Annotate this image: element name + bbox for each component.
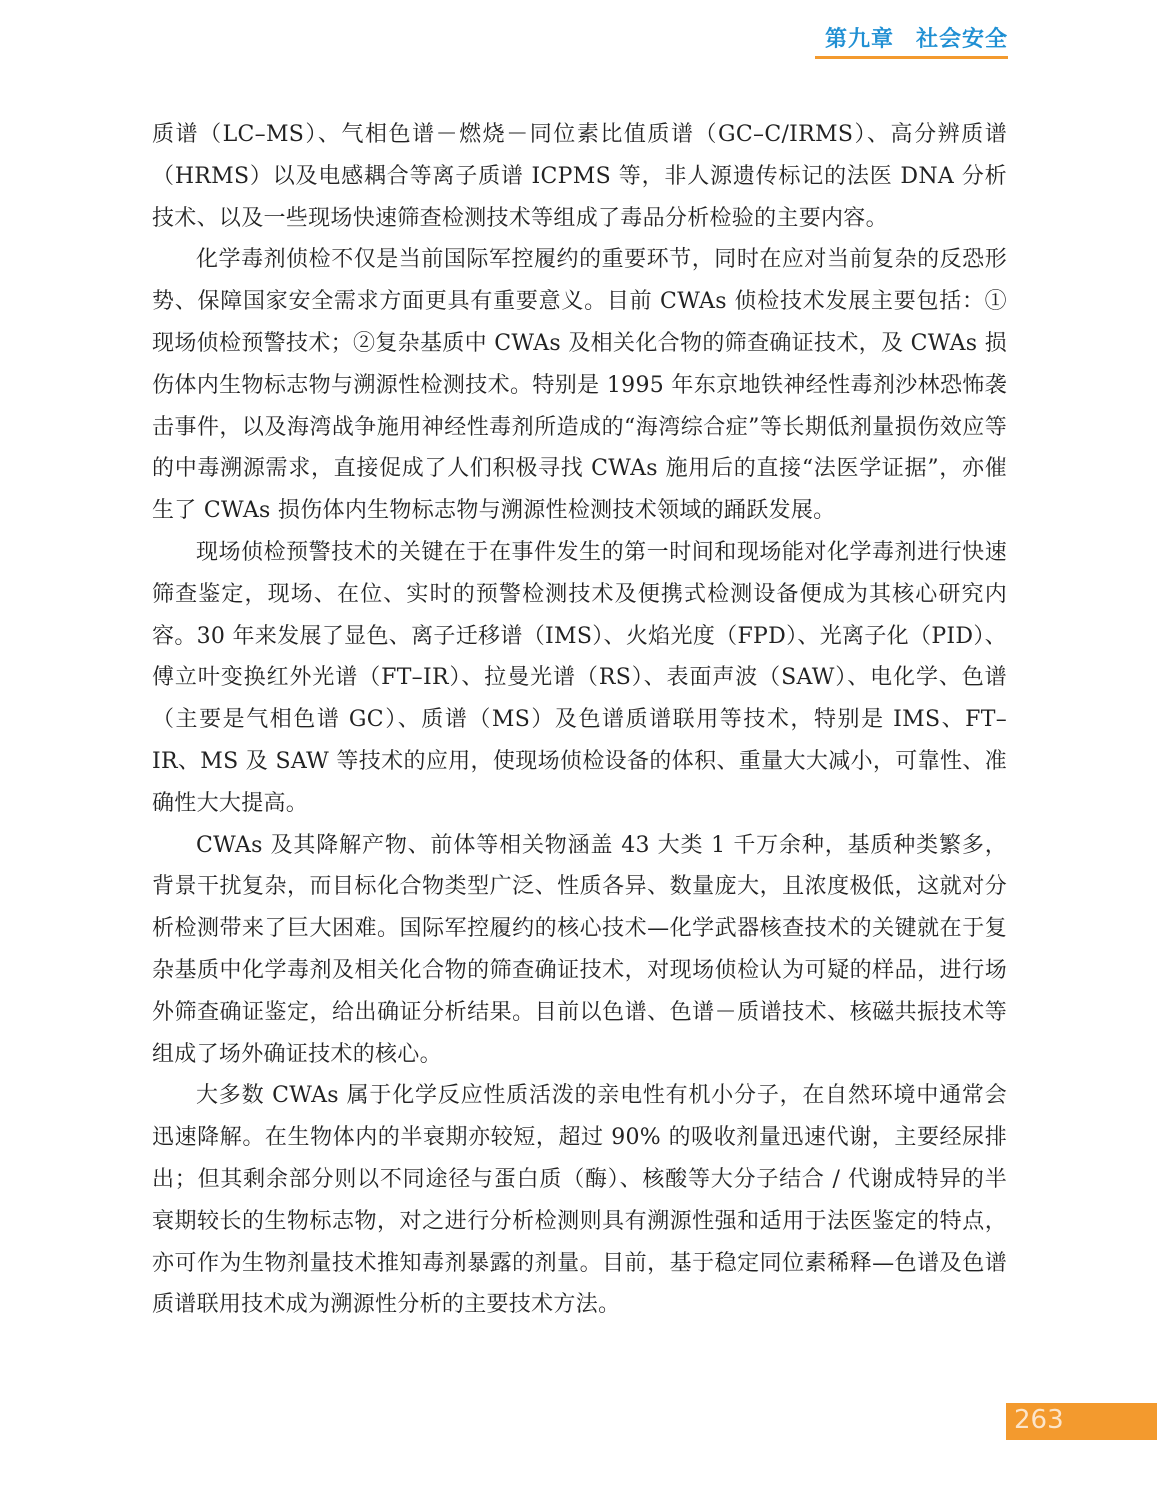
page-number-box [1006, 1403, 1157, 1440]
paragraph: 现场侦检预警技术的关键在于在事件发生的第一时间和现场能对化学毒剂进行快速筛查鉴定，现场、在位、实时的预警检测技术及便携式检测设备便成为其核心研究内容。30 年来发展了显色、离子迁移谱（IMS）、火焰光度（FPD）、光离子化（PID）、傅立叶变换红外光谱（FT–IR）、拉曼光谱（RS）、表面声波（SAW）、电化学、色谱（主要是气相色谱 GC）、质谱（MS）及色谱质谱联用等技术，特别是 IMS、FT–IR、MS 及 SAW 等技术的应用，使现场侦检设备的体积、重量大大减小，可靠性、准确性大大提高。 [152, 539, 1007, 816]
header-rule [815, 56, 1008, 59]
section-title: 社会安全 [915, 27, 1008, 52]
paragraph: 化学毒剂侦检不仅是当前国际军控履约的重要环节，同时在应对当前复杂的反恐形势、保障国家安全需求方面更具有重要意义。目前 CWAs 侦检技术发展主要包括：①现场侦检预警技术；②复杂基质中 CWAs 及相关化合物的筛查确证技术，及 CWAs 损伤体内生物标志物与溯源性检测技术。特别是 1995 年东京地铁神经性毒剂沙林恐怖袭击事件，以及海湾战争施用神经性毒剂所造成的“海湾综合症”等长期低剂量损伤效应等的中毒溯源需求，直接促成了人们积极寻找 CWAs 施用后的直接“法医学证据”，亦催生了 CWAs 损伤体内生物标志物与溯源性检测技术领域的踊跃发展。 [152, 247, 1007, 524]
running-head [820, 22, 1008, 53]
body-text [152, 114, 1007, 1326]
page-number: 263 [1014, 1405, 1064, 1435]
paragraph: CWAs 及其降解产物、前体等相关物涵盖 43 大类 1 千万余种，基质种类繁多，背景干扰复杂，而目标化合物类型广泛、性质各异、数量庞大，且浓度极低，这就对分析检测带来了巨大困难。国际军控履约的核心技术—化学武器核查技术的关键就在于复杂基质中化学毒剂及相关化合物的筛查确证技术，对现场侦检认为可疑的样品，进行场外筛查确证鉴定，给出确证分析结果。目前以色谱、色谱－质谱技术、核磁共振技术等组成了场外确证技术的核心。 [152, 832, 1007, 1067]
paragraph-continued: 质谱（LC–MS）、气相色谱－燃烧－同位素比值质谱（GC–C/IRMS）、高分辨质谱（HRMS）以及电感耦合等离子质谱 ICPMS 等，非人源遗传标记的法医 DNA 分析技术、以及一些现场快速筛查检测技术等组成了毒品分析检验的主要内容。 [152, 122, 1007, 231]
paragraph: 大多数 CWAs 属于化学反应性质活泼的亲电性有机小分子，在自然环境中通常会迅速降解。在生物体内的半衰期亦较短，超过 90% 的吸收剂量迅速代谢，主要经尿排出；但其剩余部分则以不同途径与蛋白质（酶）、核酸等大分子结合 / 代谢成特异的半衰期较长的生物标志物，对之进行分析检测则具有溯源性强和适用于法医鉴定的特点，亦可作为生物剂量技术推知毒剂暴露的剂量。目前，基于稳定同位素稀释—色谱及色谱质谱联用技术成为溯源性分析的主要技术方法。 [152, 1083, 1007, 1318]
chapter-label: 第九章 [824, 27, 894, 52]
